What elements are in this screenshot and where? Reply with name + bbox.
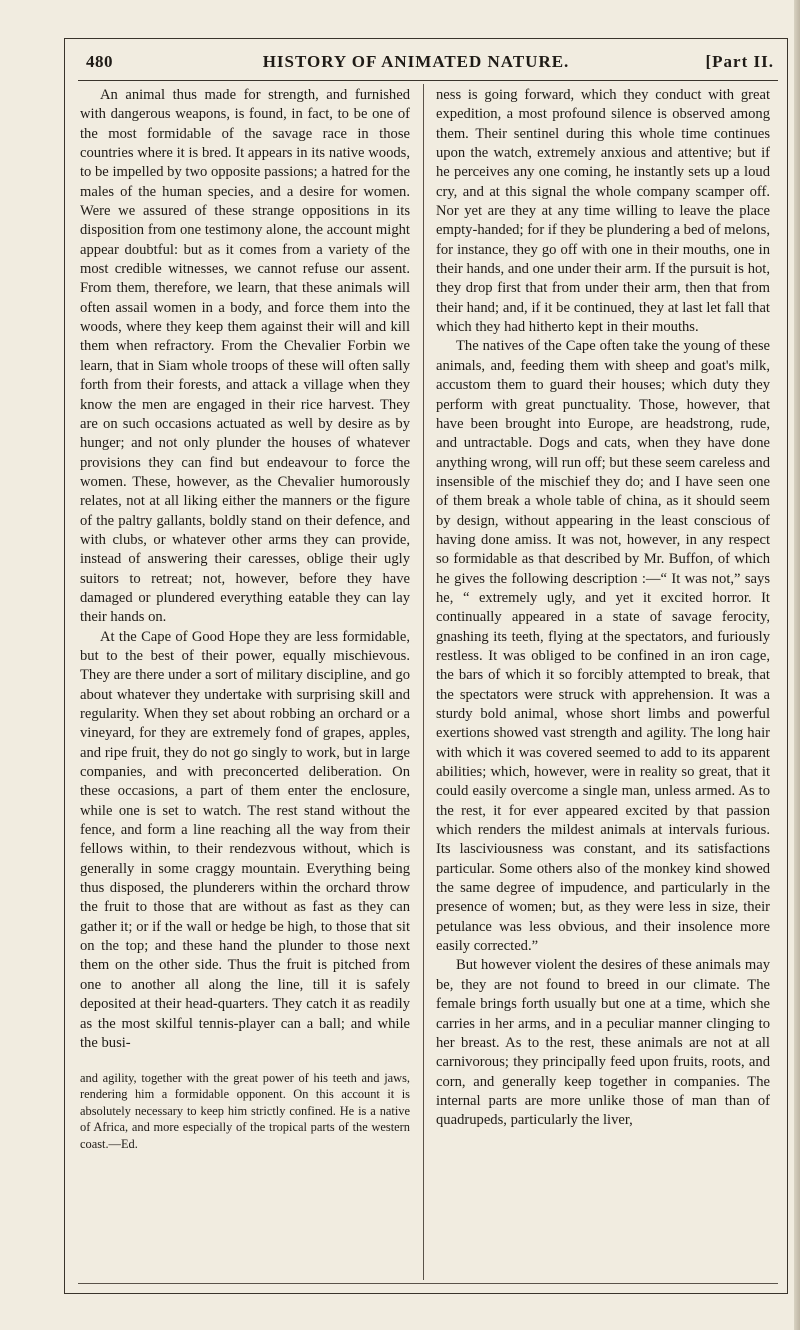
- paragraph: But however violent the desires of these animals may be, they are not found to breed in our climate. The female brings forth usually but one at a time, which she carries in her arms, and in a peculiar manner clinging to her breast. As to the rest, these animals are not at all carnivorous; they principally feed upon fruits, roots, and corn, and generally keep together in companies. The internal parts are more unlike those of man than of quadrupeds, particularly the liver,: [436, 957, 770, 1129]
- page-number: 480: [86, 52, 113, 71]
- header-rule: [78, 80, 778, 81]
- paragraph: ness is going forward, which they conduct with great expedition, a most profound silence is observed among them. Their sentinel during this whole time continues upon the watch, extremely anxious and attentive; but if he perceives any one coming, he instantly sets up a loud cry, and at this signal the whole company scamper off. Nor yet are they at any time willing to leave the place empty-handed; for if they be plundering a bed of melons, for instance, they go off with one in their mouths, one in their hands, and one under their arm. If the pursuit is hot, they drop first that from under their arm, then that from their hand; and, if it be continued, they at last let fall that which they had hitherto kept in their mouths.: [436, 87, 770, 336]
- paragraph: The natives of the Cape often take the young of these animals, and, feeding them with sheep and goat's milk, accustom them to guard their houses; which duty they perform with great punctuality. Those, however, that have been brought into Europe, are headstrong, rude, and untractable. Dogs and cats, when they have done anything wrong, will run off; but these seem careless and insensible of the mischief they do; and I have seen one of them break a whole table of china, as it should seem by design, without appearing in the least conscious of having done amiss. It was not, however, in any respect so formidable as that described by Mr. Buffon, of which he gives the following description :—“ It was not,” says he, “ extremely ugly, and yet it excited horror. It continually appeared in a state of savage ferocity, gnashing its teeth, flying at the spectators, and furiously restless. It was obliged to be confined in an iron cage, the bars of which it so forcibly attempted to break, that the spectators were struck with apprehension. It was a sturdy bold animal, whose short limbs and powerful exertions showed vast strength and agility. The long hair with which it was covered seemed to add to its apparent abilities; which, however, were in reality so great, that it could easily overcome a single man, unless armed. As to the rest, it for ever appeared excited by that passion which renders the mildest animals at intervals furious. Its lasciviousness was constant, and its satisfactions particular. Some others also of the monkey kind showed the same degree of impudence, and particularly in the presence of women; but, as they were less in size, their petulance was less obvious, and their insolence more easily corrected.”: [436, 338, 770, 955]
- footnote: and agility, together with the great power of his teeth and jaws, rendering him a formidable opponent. On this account it is absolutely necessary to keep him strictly confined. He is a native of Africa, and more especially of the tropical parts of the western coast.—Ed.: [80, 1071, 410, 1151]
- paragraph: At the Cape of Good Hope they are less formidable, but to the best of their power, equally mischievous. They are there under a sort of military discipline, and go about whatever they undertake with surprising skill and regularity. When they set about robbing an orchard or a vineyard, for they are extremely fond of grapes, apples, and ripe fruit, they do not go singly to work, but in large companies, and with preconcerted deliberation. On these occasions, a part of them enter the enclosure, while one is set to watch. The rest stand without the fence, and form a line reaching all the way from their fellows within, to their rendezvous without, which is generally in some craggy mountain. Everything being thus disposed, the plunderers within the orchard throw the fruit to those that are without as fast as they can gather it; or if the wall or hedge be high, to those that sit on the top; and these hand the plunder to those next them on the other side. Thus the fruit is pitched from one to another all along the line, till it is safely deposited at their head-quarters. They catch it as readily as the most skilful tennis-player can a ball; and while the busi-: [80, 628, 410, 1051]
- part-label: [Part II.: [705, 52, 774, 71]
- left-column: [80, 86, 410, 1053]
- column-divider: [423, 84, 424, 1280]
- bottom-rule: [78, 1283, 778, 1284]
- page-edge-shadow: [794, 0, 800, 1330]
- paragraph: An animal thus made for strength, and furnished with dangerous weapons, is found, in fact, to be one of the most formidable of the savage race in those countries where it is bred. It appears in its native woods, to be impelled by two opposite passions; a hatred for the males of the human species, and a desire for women. Were we assured of these strange oppositions in its disposition from one testimony alone, the account might appear doubtful: but as it comes from a variety of the most credible witnesses, we cannot refuse our assent. From them, therefore, we learn, that these animals will often assail women in a body, and force them into the woods, where they keep them against their will and kill them when refractory. From the Chevalier Forbin we learn, that in Siam whole troops of these will often sally forth from their forests, and attack a village when they know the men are engaged in their rice harvest. They are on such occasions actuated as well by desire as by hunger; and not only plunder the houses of whatever provisions they can find but endeavour to force the women. These, however, as the Chevalier humorously relates, not at all liking either the manners or the figure of the paltry gallants, boldly stand on their defence, and with clubs, or whatever other arms they can provide, instead of answering their caresses, oblige their ugly suitors to retreat; not, however, before they have damaged or plundered everything eatable they can lay their hands on.: [80, 87, 410, 626]
- running-head: [86, 50, 786, 76]
- running-title: HISTORY OF ANIMATED NATURE.: [262, 52, 570, 71]
- right-column: [436, 86, 770, 1131]
